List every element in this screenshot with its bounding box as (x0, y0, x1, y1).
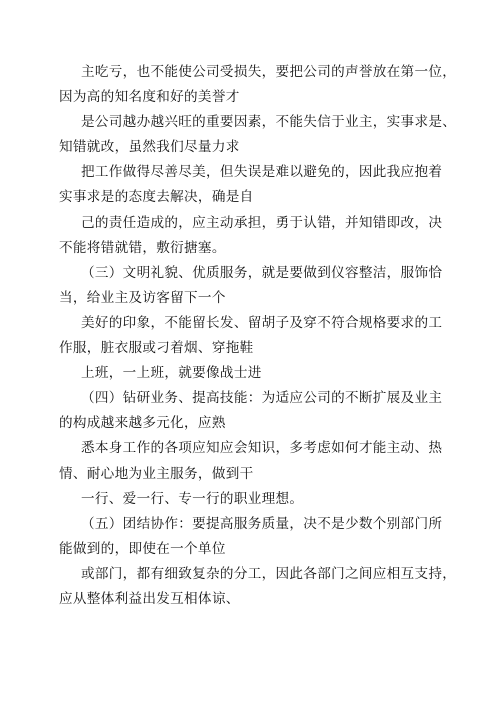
text-line: 己的责任造成的，应主动承担，勇于认错，并知错即改，决 (81, 214, 443, 231)
text-line: 应从整体利益出发互相体谅、 (59, 590, 240, 607)
text-line: 实事求是的态度去解决，确是自 (59, 189, 254, 206)
text-line: 情、耐心地为业主服务，做到干 (59, 465, 254, 482)
text-line: 是公司越办越兴旺的重要因素，不能失信于业主，实事求是、 (81, 114, 457, 131)
text-line: 能做到的，即使在一个单位 (59, 540, 226, 557)
text-line: （四）钻研业务、提高技能：为适应公司的不断扩展及业主 (81, 390, 443, 407)
text-line: 不能将错就错，敷衍搪塞。 (59, 239, 226, 256)
text-line: 美好的印象，不能留长发、留胡子及穿不符合规格要求的工 (81, 314, 443, 331)
text-line: 把工作做得尽善尽美，但失误是难以避免的，因此我应抱着 (81, 164, 443, 181)
text-line: 当，给业主及访客留下一个 (59, 289, 226, 306)
text-line: 或部门，都有细致复杂的分工，因此各部门之间应相互支持， (81, 565, 457, 582)
text-line: 一行、爱一行、专一行的职业理想。 (81, 490, 304, 507)
text-line: （五）团结协作：要提高服务质量，决不是少数个别部门所 (81, 515, 443, 532)
text-line: （三）文明礼貌、优质服务，就是要做到仪容整洁，服饰恰 (81, 264, 443, 281)
text-line: 的构成越来越多元化，应熟 (59, 415, 226, 432)
text-line: 因为高的知名度和好的美誉才 (59, 89, 240, 106)
text-line: 主吃亏，也不能使公司受损失，要把公司的声誉放在第一位， (81, 64, 457, 80)
text-line: 知错就改，虽然我们尽量力求 (59, 139, 240, 156)
body-text (59, 60, 457, 612)
text-line: 作服，脏衣服或刁着烟、穿拖鞋 (59, 340, 254, 357)
text-line: 上班，一上班，就要像战士进 (81, 365, 262, 382)
text-line: 悉本身工作的各项应知应会知识，多考虑如何才能主动、热 (81, 440, 443, 457)
